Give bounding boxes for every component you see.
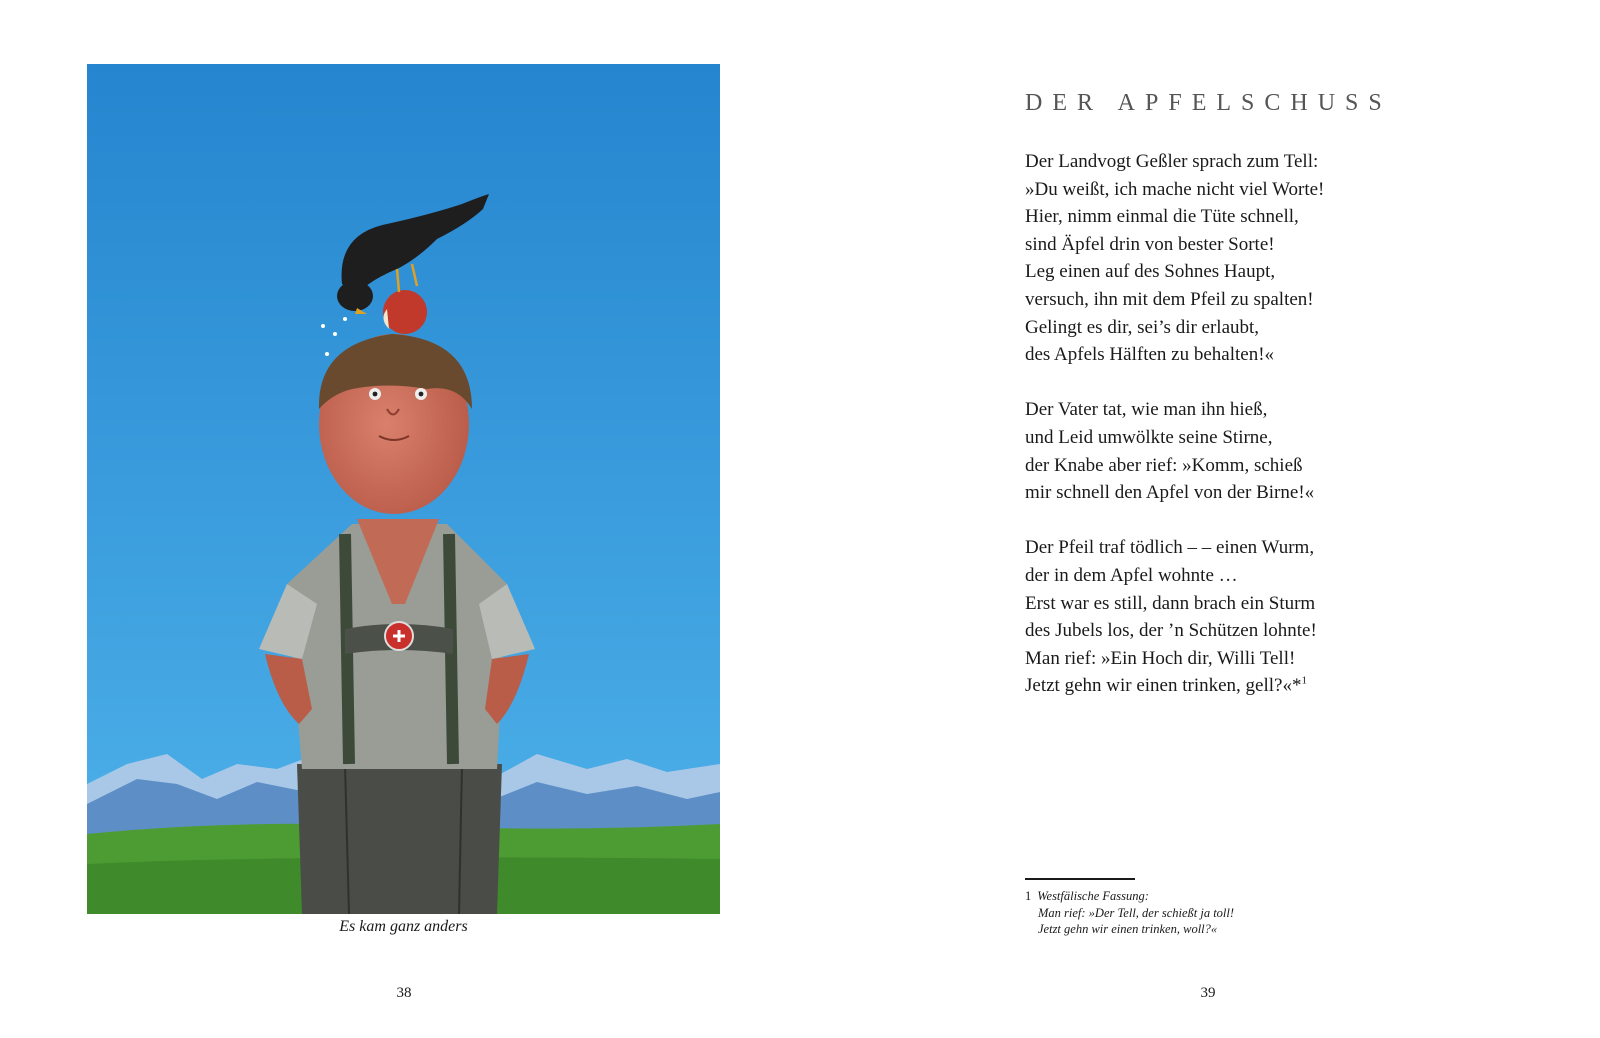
poem-line-last — [1025, 672, 1545, 700]
poem-line-text: Jetzt gehn wir einen trinken, gell?«* — [1025, 675, 1302, 697]
stanza — [1025, 148, 1545, 369]
poem-line: mir schnell den Apfel von der Birne!« — [1025, 482, 1315, 504]
footnote-line — [1025, 888, 1425, 905]
poem-line: Leg einen auf des Sohnes Haupt, — [1025, 261, 1276, 283]
footnote-line: Jetzt gehn wir einen trinken, woll?« — [1038, 922, 1218, 936]
footnote-text: Westfälische Fassung: — [1037, 889, 1149, 903]
stanza — [1025, 396, 1545, 506]
page-number-right: 39 — [1200, 985, 1216, 1001]
footnote-number: 1 — [1025, 889, 1032, 903]
poem-line: der Knabe aber rief: »Komm, schieß — [1025, 454, 1303, 476]
illustration-boy-with-apple-and-blackbird — [87, 64, 720, 914]
poem-line: Der Landvogt Geßler sprach zum Tell: — [1025, 151, 1319, 172]
poem-line: Gelingt es dir, sei’s dir erlaubt, — [1025, 316, 1260, 338]
poem-line: »Du weißt, ich mache nicht viel Worte! — [1025, 178, 1325, 200]
footnote-marker[interactable]: 1 — [1301, 674, 1307, 687]
stanza — [1025, 534, 1545, 700]
poem-title: DER APFELSCHUSS — [1025, 90, 1392, 116]
poem-line: Man rief: »Ein Hoch dir, Willi Tell! — [1025, 647, 1296, 669]
illustration-caption: Es kam ganz anders — [339, 918, 468, 935]
footnote — [1025, 888, 1425, 938]
poem-line: Hier, nimm einmal die Tüte schnell, — [1025, 206, 1299, 228]
poem-line: des Apfels Hälften zu behalten!« — [1025, 344, 1275, 366]
poem-line: Der Vater tat, wie man ihn hieß, — [1025, 399, 1268, 421]
right-page — [800, 0, 1600, 1038]
poem-body — [1025, 148, 1545, 727]
poem-line: Der Pfeil traf tödlich – – einen Wurm, — [1025, 537, 1315, 559]
poem-line: des Jubels los, der ’n Schützen lohnte! — [1025, 620, 1317, 642]
footnote-divider — [1025, 878, 1135, 880]
footnote-line: Man rief: »Der Tell, der schießt ja toll! — [1038, 905, 1235, 920]
poem-line: Erst war es still, dann brach ein Sturm — [1025, 592, 1316, 614]
page-number-left: 38 — [396, 985, 412, 1001]
poem-line: und Leid umwölkte seine Stirne, — [1025, 426, 1273, 448]
poem-line: der in dem Apfel wohnte … — [1025, 564, 1238, 586]
poem-line: sind Äpfel drin von bester Sorte! — [1025, 233, 1275, 255]
poem-line: versuch, ihn mit dem Pfeil zu spalten! — [1025, 288, 1314, 310]
